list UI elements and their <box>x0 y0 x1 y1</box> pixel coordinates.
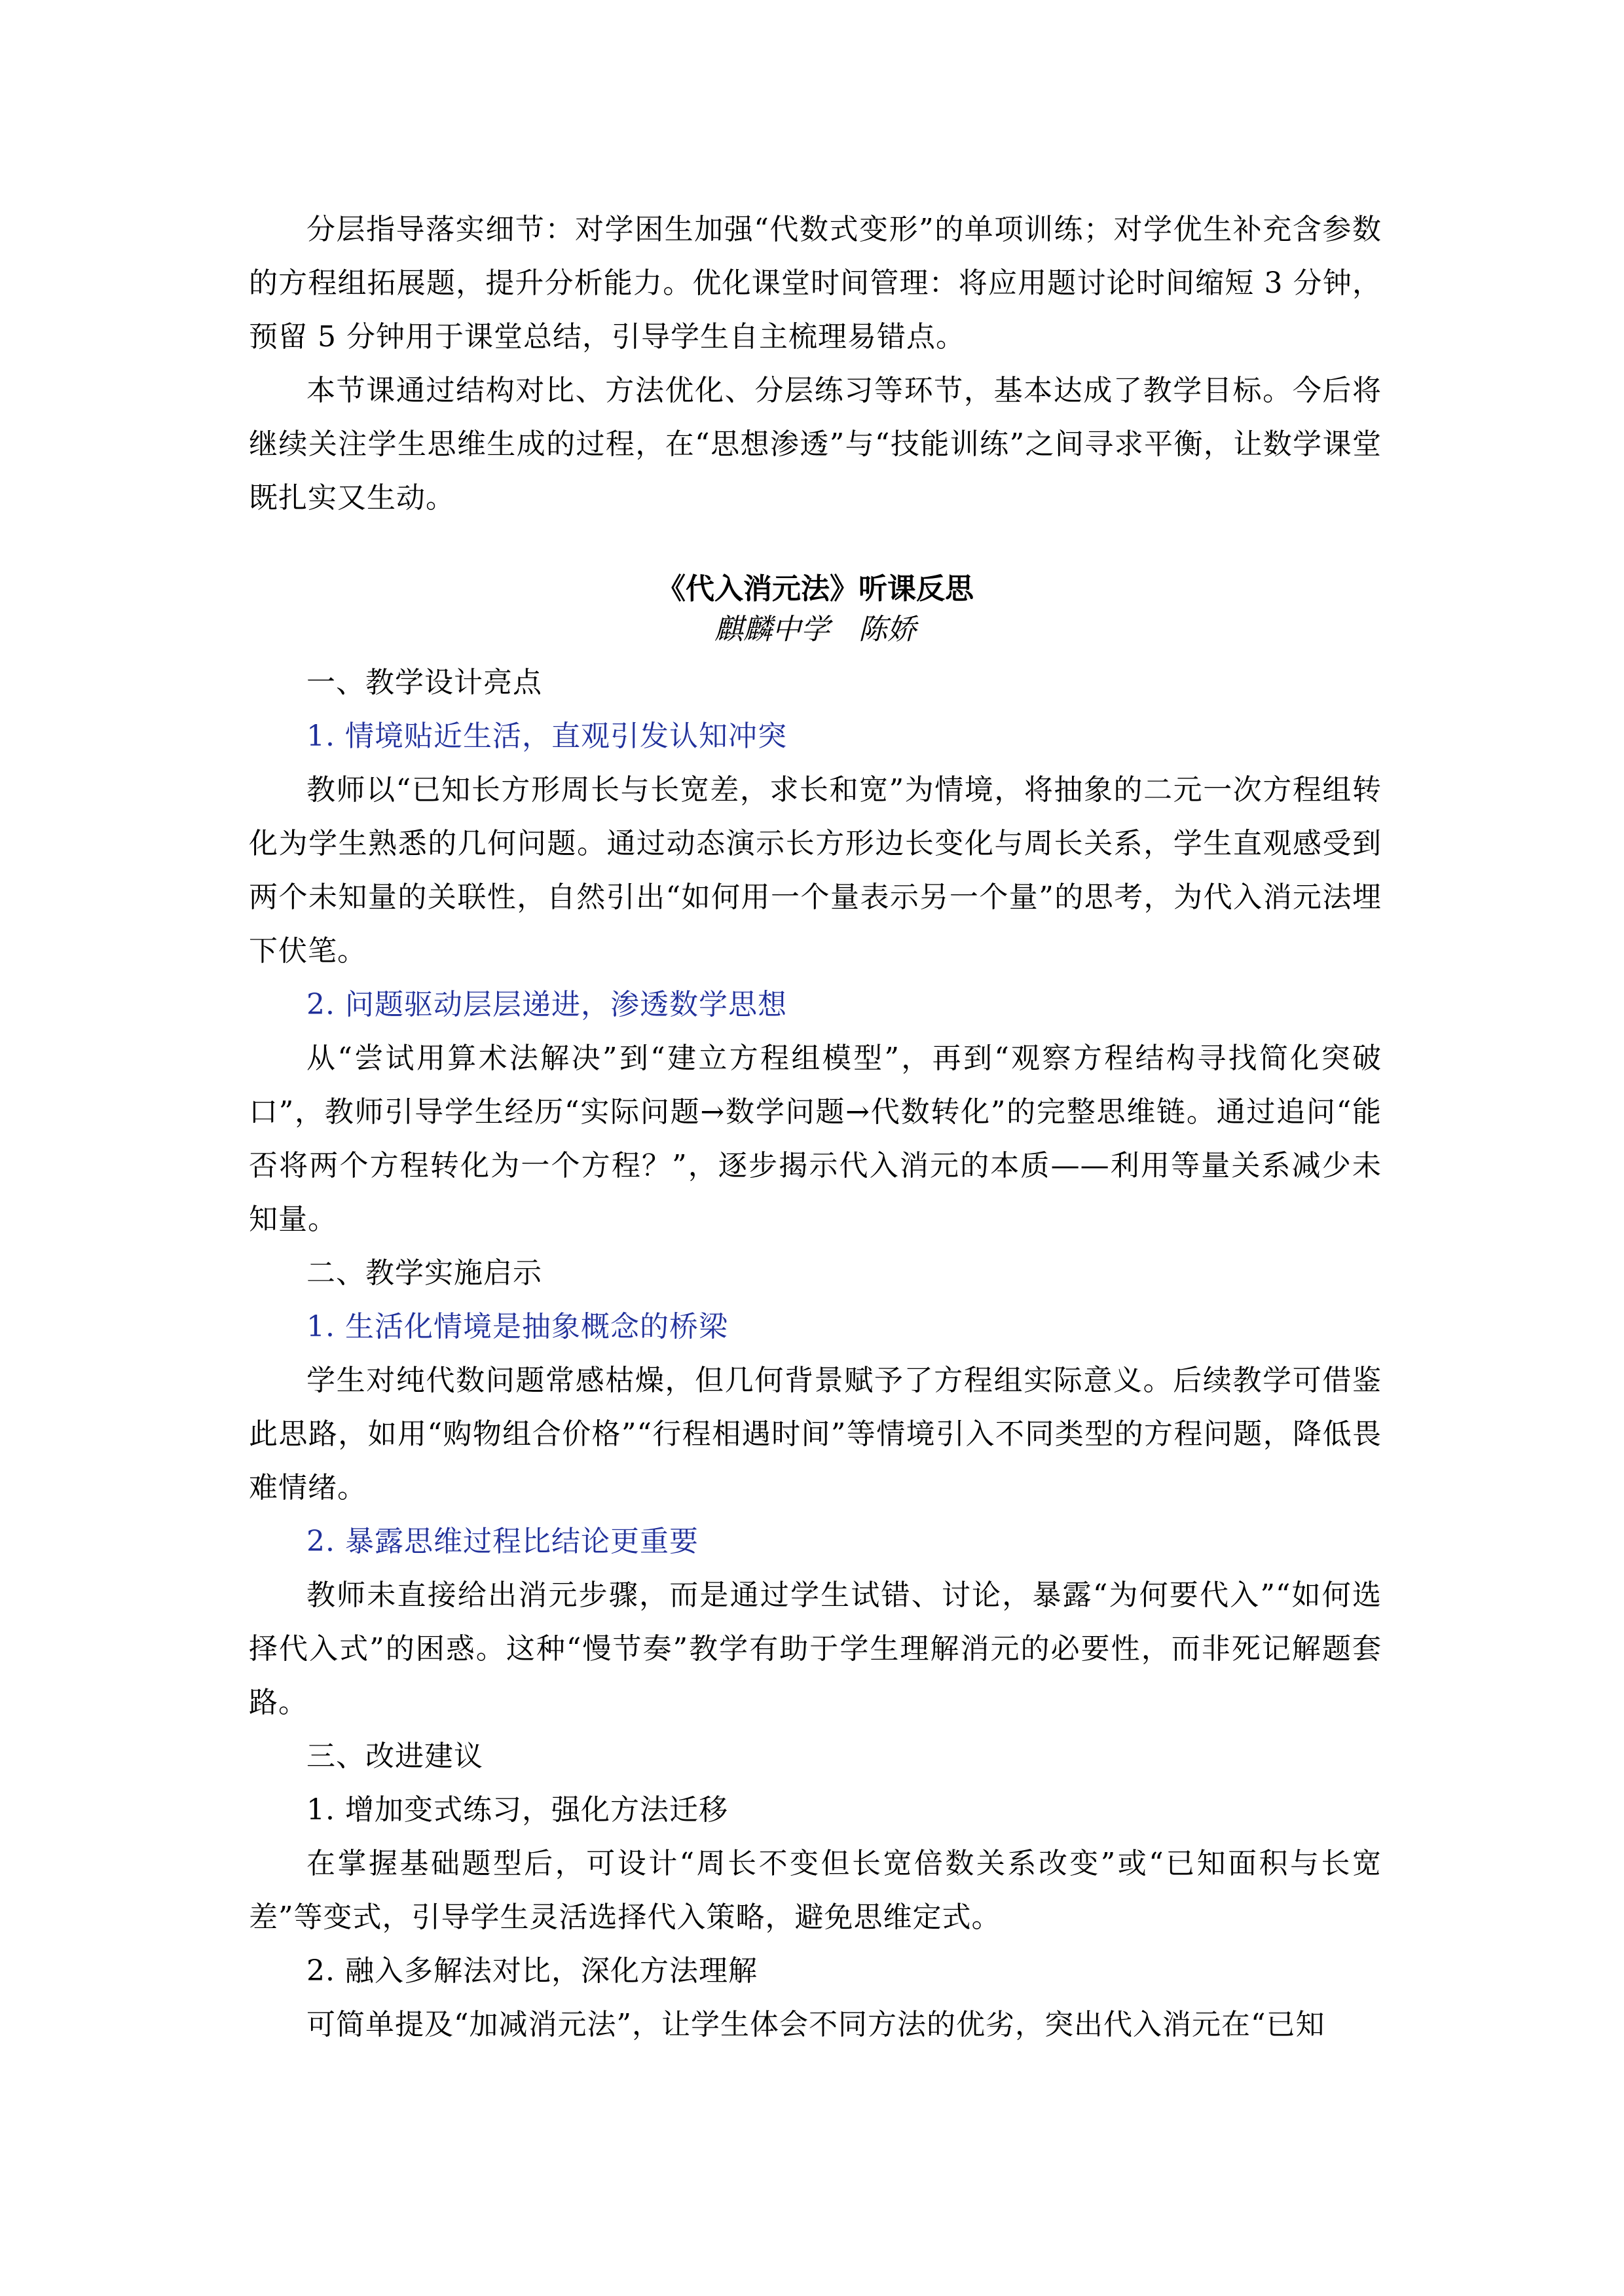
document-title: 《代入消元法》听课反思 <box>657 572 974 606</box>
section-1-item-1-heading: 1. 情境贴近生活，直观引发认知冲突 <box>306 720 787 753</box>
section-3-item-1-text: 在掌握基础题型后，可设计“周长不变但长宽倍数关系改变”或“已知面积与长宽差”等变式，引导学生灵活选择代入策略，避免思维定式。 <box>249 1847 1382 1934</box>
paragraph-1: 分层指导落实细节：对学困生加强“代数式变形”的单项训练；对学优生补充含参数的方程组拓展题，提升分析能力。优化课堂时间管理：将应用题讨论时间缩短 3 分钟，预留 5 分钟用于课堂总结，引导学生自主梳理易错点。 <box>249 213 1382 354</box>
section-3-heading: 三、改进建议 <box>306 1740 483 1773</box>
paragraph-2: 本节课通过结构对比、方法优化、分层练习等环节，基本达成了教学目标。今后将继续关注学生思维生成的过程，在“思想渗透”与“技能训练”之间寻求平衡，让数学课堂既扎实又生动。 <box>249 374 1382 515</box>
section-2-item-2-heading: 2. 暴露思维过程比结论更重要 <box>306 1525 699 1558</box>
section-3-item-2-text: 可简单提及“加减消元法”，让学生体会不同方法的优劣，突出代入消元在“已知 <box>306 2008 1325 2041</box>
section-3-item-2-heading: 2. 融入多解法对比，深化方法理解 <box>306 1954 758 1988</box>
section-1-heading: 一、教学设计亮点 <box>306 666 542 699</box>
section-2-item-2-text: 教师未直接给出消元步骤，而是通过学生试错、讨论，暴露“为何要代入”“如何选择代入式”的困惑。这种“慢节奏”教学有助于学生理解消元的必要性，而非死记解题套路。 <box>249 1578 1382 1719</box>
document-content <box>249 203 1382 2052</box>
section-2-item-1-text: 学生对纯代数问题常感枯燥，但几何背景赋予了方程组实际意义。后续教学可借鉴此思路，如用“购物组合价格”“行程相遇时间”等情境引入不同类型的方程问题，降低畏难情绪。 <box>249 1364 1382 1504</box>
author-line: 麒麟中学 陈娇 <box>714 613 916 646</box>
section-1-item-2-heading: 2. 问题驱动层层递进，渗透数学思想 <box>306 988 787 1021</box>
section-3-item-1-heading: 1. 增加变式练习，强化方法迁移 <box>306 1793 728 1827</box>
section-2-heading: 二、教学实施启示 <box>306 1256 542 1290</box>
section-1-item-1-text: 教师以“已知长方形周长与长宽差，求长和宽”为情境，将抽象的二元一次方程组转化为学生熟悉的几何问题。通过动态演示长方形边长变化与周长关系，学生直观感受到两个未知量的关联性，自然引出“如何用一个量表示另一个量”的思考，为代入消元法埋下伏笔。 <box>249 773 1382 968</box>
section-1-item-2-text: 从“尝试用算术法解决”到“建立方程组模型”，再到“观察方程结构寻找简化突破口”，教师引导学生经历“实际问题→数学问题→代数转化”的完整思维链。通过追问“能否将两个方程转化为一个方程？”，逐步揭示代入消元的本质——利用等量关系减少未知量。 <box>249 1042 1382 1236</box>
section-2-item-1-heading: 1. 生活化情境是抽象概念的桥梁 <box>306 1310 728 1343</box>
